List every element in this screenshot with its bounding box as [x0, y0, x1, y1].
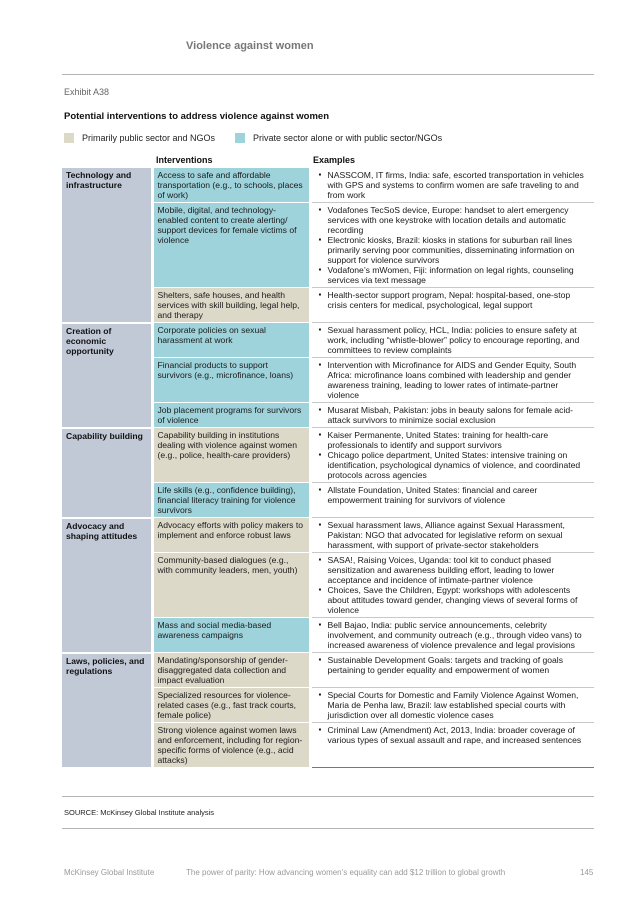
intervention-cell: Corporate policies on sexual harassment at work: [152, 323, 310, 358]
intervention-cell: Specialized resources for violence-related cases (e.g., fast track courts, female police): [152, 688, 310, 723]
example-item: ▪ Musarat Misbah, Pakistan: jobs in beauty salons for female acid-attack survivors to minimize social exclusion: [328, 405, 591, 425]
intervention-cell: Mobile, digital, and technology-enabled content to create alerting/ support devices for female victims of violence: [152, 203, 310, 288]
examples-cell: [310, 428, 594, 483]
intervention-cell: Mass and social media-based awareness campaigns: [152, 618, 310, 653]
intervention-cell: Life skills (e.g., confidence building), financial literacy training for violence survivors: [152, 483, 310, 518]
examples-cell: [310, 518, 594, 553]
examples-cell: [310, 618, 594, 653]
examples-list: [318, 520, 591, 550]
examples-list: [318, 205, 591, 285]
example-item: ▪ Special Courts for Domestic and Family Violence Against Women, Maria de Penha law, Brazil: law established special courts with jurisdiction over all domestic violence cases: [328, 690, 591, 720]
legend: [64, 133, 462, 143]
examples-cell: [310, 358, 594, 403]
examples-list: [318, 655, 591, 675]
examples-cell: [310, 653, 594, 688]
intervention-cell: Capability building in institutions dealing with violence against women (e.g., police, health-care providers): [152, 428, 310, 483]
footer-divider: [62, 828, 594, 829]
legend-label-public: Primarily public sector and NGOs: [82, 133, 216, 143]
examples-list: [318, 430, 591, 480]
table-row: [62, 168, 594, 203]
example-item: ▪ Kaiser Permanente, United States: training for health-care professionals to identify and support survivors: [328, 430, 591, 450]
intervention-cell: Job placement programs for survivors of violence: [152, 403, 310, 428]
table-row: [62, 653, 594, 688]
header-divider: [62, 74, 594, 75]
example-item: ▪ Sexual harassment laws, Alliance against Sexual Harassment, Pakistan: NGO that advocated for legislative reform on sexual harassment, with support of private-sector stakeholders: [328, 520, 591, 550]
legend-swatch-public: [64, 133, 74, 143]
examples-list: [318, 360, 591, 400]
exhibit-label: Exhibit A38: [64, 87, 110, 97]
column-header-examples: Examples: [313, 155, 356, 165]
examples-list: [318, 725, 591, 745]
example-item: ▪ Vodafones TecSoS device, Europe: handset to alert emergency services with one keystroke with location details and automatic recording: [328, 205, 591, 235]
example-item: ▪ Intervention with Microfinance for AIDS and Gender Equity, South Africa: microfinance loans combined with leadership and gender awareness training, leading to lower rates of intimate-partner violence: [328, 360, 591, 400]
example-item: ▪ SASA!, Raising Voices, Uganda: tool kit to conduct phased sensitization and awareness building effort, leading to lower acceptance and incidence of intimate-partner violence: [328, 555, 591, 585]
category-cell: Advocacy and shaping attitudes: [62, 518, 152, 653]
intervention-cell: Access to safe and affordable transportation (e.g., to schools, places of work): [152, 168, 310, 203]
category-cell: Capability building: [62, 428, 152, 518]
examples-cell: [310, 203, 594, 288]
examples-list: [318, 485, 591, 505]
category-cell: Technology and infrastructure: [62, 168, 152, 323]
intervention-cell: Strong violence against women laws and enforcement, including for region-specific forms of violence (e.g., acid attacks): [152, 723, 310, 768]
section-title: Violence against women: [186, 40, 314, 52]
examples-cell: [310, 553, 594, 618]
intervention-cell: Financial products to support survivors (e.g., microfinance, loans): [152, 358, 310, 403]
examples-list: [318, 555, 591, 615]
intervention-cell: Shelters, safe houses, and health services with skill building, legal help, and therapy: [152, 288, 310, 323]
legend-swatch-private: [235, 133, 245, 143]
legend-label-private: Private sector alone or with public sector/NGOs: [253, 133, 443, 143]
examples-cell: [310, 723, 594, 768]
footer-page-number: 145: [580, 868, 594, 877]
examples-cell: [310, 483, 594, 518]
footer-publisher: McKinsey Global Institute: [64, 868, 155, 877]
intervention-cell: Community-based dialogues (e.g., with community leaders, men, youth): [152, 553, 310, 618]
example-item: ▪ Vodafone’s mWomen, Fiji: information on legal rights, counseling services via text message: [328, 265, 591, 285]
example-item: ▪ Sexual harassment policy, HCL, India: policies to ensure safety at work, including “whistle-blower” policy to encourage reporting, and committees to review complaints: [328, 325, 591, 355]
source-note: SOURCE: McKinsey Global Institute analysis: [64, 808, 215, 817]
table-row: [62, 428, 594, 483]
example-item: ▪ Allstate Foundation, United States: financial and career empowerment training for survivors of violence: [328, 485, 591, 505]
example-item: ▪ Health-sector support program, Nepal: hospital-based, one-stop crisis centers for medical, psychological, legal support: [328, 290, 591, 310]
examples-list: [318, 620, 591, 650]
intervention-cell: Advocacy efforts with policy makers to implement and enforce robust laws: [152, 518, 310, 553]
examples-cell: [310, 168, 594, 203]
examples-cell: [310, 288, 594, 323]
example-item: ▪ NASSCOM, IT firms, India: safe, escorted transportation in vehicles with GPS and systems to confirm women are safe traveling to and from work: [328, 170, 591, 200]
example-item: ▪ Electronic kiosks, Brazil: kiosks in stations for suburban rail lines primarily serving poor communities, disseminating information on support for violence survivors: [328, 235, 591, 265]
category-cell: Laws, policies, and regulations: [62, 653, 152, 768]
example-item: ▪ Chicago police department, United States: intensive training on identification, psychological dynamics of violence, and coordinated protocols across agencies: [328, 450, 591, 480]
examples-list: [318, 290, 591, 310]
example-item: ▪ Sustainable Development Goals: targets and tracking of goals pertaining to gender equality and empowerment of women: [328, 655, 591, 675]
example-item: ▪ Choices, Save the Children, Egypt: workshops with adolescents about attitudes toward gender, changing views of several forms of violence: [328, 585, 591, 615]
example-item: ▪ Criminal Law (Amendment) Act, 2013, India: broader coverage of various types of sexual assault and rape, and increased sentences: [328, 725, 591, 745]
examples-cell: [310, 323, 594, 358]
table-bottom-divider: [62, 796, 594, 797]
footer-report-title: The power of parity: How advancing women’s equality can add $12 trillion to global growth: [186, 868, 506, 877]
table-row: [62, 518, 594, 553]
examples-list: [318, 690, 591, 720]
column-header-interventions: Interventions: [156, 155, 213, 165]
examples-list: [318, 325, 591, 355]
examples-cell: [310, 688, 594, 723]
example-item: ▪ Bell Bajao, India: public service announcements, celebrity involvement, and community outreach (e.g., through video vans) to increased awareness of violence prevalence and legal provisions: [328, 620, 591, 650]
table-row: [62, 323, 594, 358]
exhibit-title: Potential interventions to address violence against women: [64, 111, 330, 122]
examples-list: [318, 405, 591, 425]
intervention-cell: Mandating/sponsorship of gender-disaggregated data collection and impact evaluation: [152, 653, 310, 688]
examples-cell: [310, 403, 594, 428]
category-cell: Creation of economic opportunity: [62, 323, 152, 428]
interventions-table: [62, 168, 594, 769]
examples-list: [318, 170, 591, 200]
